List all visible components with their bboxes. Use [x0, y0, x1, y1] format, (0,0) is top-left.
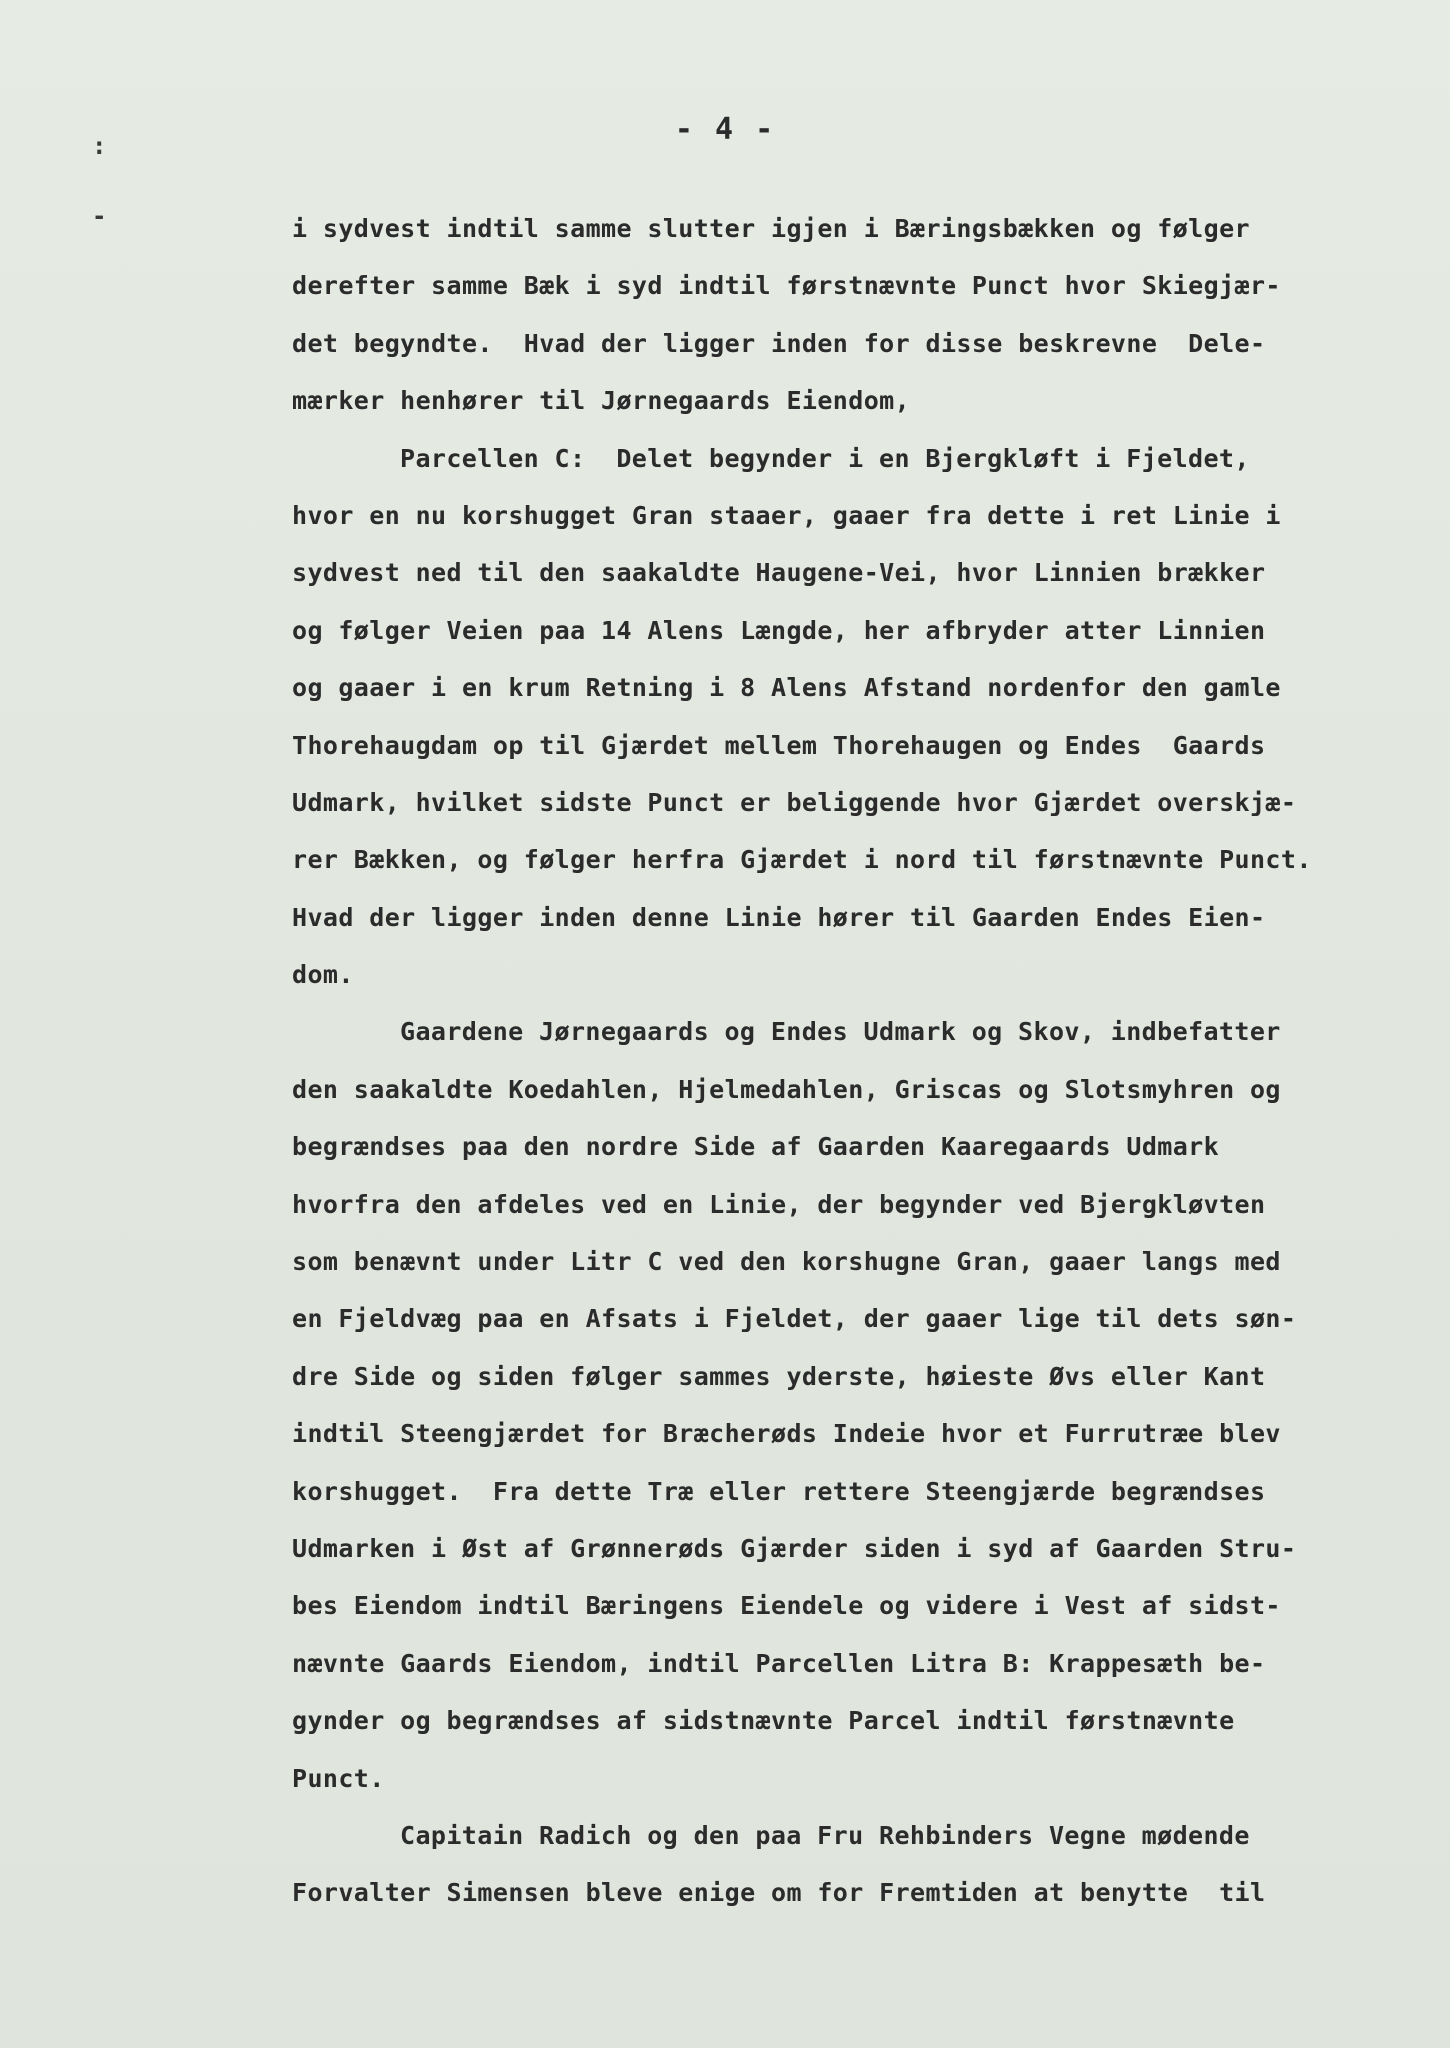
margin-mark-dash: -: [92, 202, 107, 230]
text-line: nævnte Gaards Eiendom, indtil Parcellen Litra B: Krappesæth be-: [292, 1648, 1266, 1678]
text-line: dre Side og siden følger sammes yderste, høieste Øvs eller Kant: [292, 1361, 1266, 1391]
text-line: dom.: [292, 960, 354, 990]
text-line: Thorehaugdam op til Gjærdet mellem Thorehaugen og Endes Gaards: [292, 730, 1266, 760]
body-text: [292, 200, 1422, 1922]
margin-mark-colon: :: [92, 132, 107, 160]
text-line: som benævnt under Litr C ved den korshugne Gran, gaaer langs med: [292, 1247, 1281, 1277]
text-line: og følger Veien paa 14 Alens Længde, her afbryder atter Linnien: [292, 615, 1266, 645]
text-line: Capitain Radich og den paa Fru Rehbinders Vegne mødende: [400, 1820, 1250, 1850]
text-line: derefter samme Bæk i syd indtil førstnævnte Punct hvor Skiegjær-: [292, 271, 1281, 301]
text-line: korshugget. Fra dette Træ eller rettere Steengjærde begrændses: [292, 1476, 1266, 1506]
text-line: i sydvest indtil samme slutter igjen i Bæringsbækken og følger: [292, 214, 1250, 243]
text-line: Hvad der ligger inden denne Linie hører til Gaarden Endes Eien-: [292, 902, 1266, 932]
text-line: en Fjeldvæg paa en Afsats i Fjeldet, der gaaer lige til dets søn-: [292, 1304, 1297, 1334]
page-number: - 4 -: [674, 112, 776, 147]
text-line: begrændses paa den nordre Side af Gaarden Kaaregaards Udmark: [292, 1132, 1220, 1162]
text-line: og gaaer i en krum Retning i 8 Alens Afstand nordenfor den gamle: [292, 673, 1281, 703]
text-line: Gaardene Jørnegaards og Endes Udmark og Skov, indbefatter: [400, 1017, 1281, 1047]
text-line: hvorfra den afdeles ved en Linie, der begynder ved Bjergkløvten: [292, 1189, 1266, 1219]
text-line: bes Eiendom indtil Bæringens Eiendele og videre i Vest af sidst-: [292, 1591, 1281, 1621]
text-line: hvor en nu korshugget Gran staaer, gaaer fra dette i ret Linie i: [292, 500, 1281, 530]
text-line: rer Bækken, og følger herfra Gjærdet i nord til førstnævnte Punct.: [292, 845, 1312, 875]
text-line: gynder og begrændses af sidstnævnte Parcel indtil førstnævnte: [292, 1706, 1235, 1736]
text-line: mærker henhører til Jørnegaards Eiendom,: [292, 386, 911, 416]
text-line: Punct.: [292, 1763, 385, 1793]
text-line: Parcellen C: Delet begynder i en Bjergkløft i Fjeldet,: [400, 443, 1250, 473]
text-line: det begyndte. Hvad der ligger inden for disse beskrevne Dele-: [292, 328, 1266, 358]
text-line: sydvest ned til den saakaldte Haugene-Vei, hvor Linnien brækker: [292, 558, 1266, 588]
text-line: indtil Steengjærdet for Bræcherøds Indeie hvor et Furrutræe blev: [292, 1419, 1281, 1449]
text-line: Udmark, hvilket sidste Punct er beliggende hvor Gjærdet overskjæ-: [292, 787, 1297, 817]
text-line: Forvalter Simensen bleve enige om for Fremtiden at benytte til: [292, 1878, 1266, 1908]
text-line: den saakaldte Koedahlen, Hjelmedahlen, Griscas og Slotsmyhren og: [292, 1074, 1281, 1104]
text-line: Udmarken i Øst af Grønnerøds Gjærder siden i syd af Gaarden Stru-: [292, 1533, 1297, 1563]
